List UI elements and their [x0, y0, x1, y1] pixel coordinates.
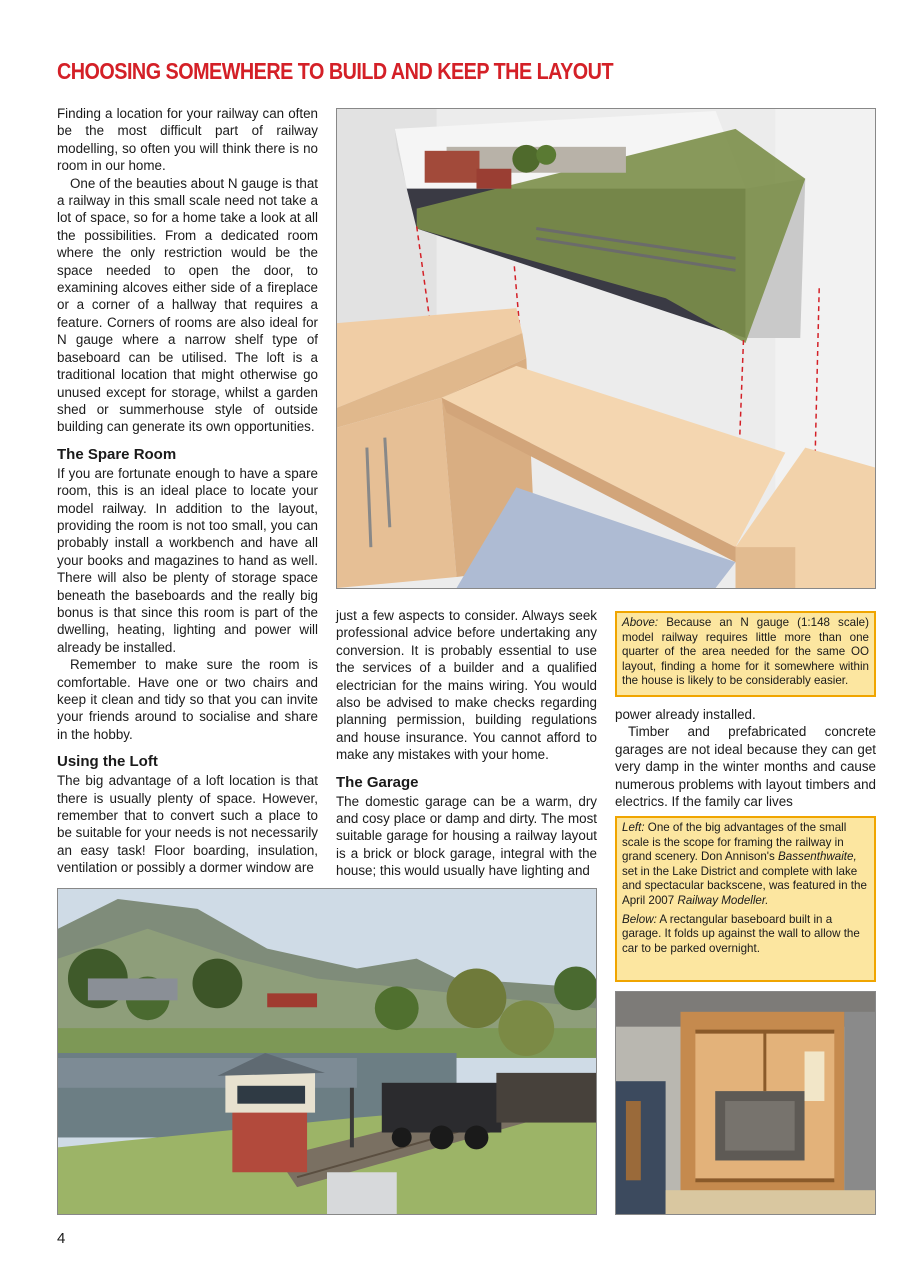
caption-below-text: A rectangular baseboard built in a garage. It folds up against the wall to allow the car to be parked overnight.	[622, 912, 860, 955]
page-number: 4	[57, 1230, 66, 1247]
caption-above	[615, 611, 876, 697]
spare-room-heading: The Spare Room	[57, 445, 177, 463]
loft-paragraph-1: The big advantage of a loft location is that there is usually plenty of space. However, remember that to convert such a place to be suitable for your needs is not necessarily an easy task! Floor boarding, insulation, ventilation or possibly a dormer window are	[57, 773, 318, 876]
caption-above-label: Above:	[622, 616, 659, 629]
intro-paragraph-1: Finding a location for your railway can often be the most difficult part of railway modelling, so often you will think there is no room in our home.	[57, 106, 318, 174]
garage-paragraph-1-continued: power already installed.	[615, 707, 756, 722]
bassenthwaite-layout-photo	[57, 888, 597, 1215]
caption-left-text-1: One of the big advantages of the small scale is the scope for framing the railway in grand scenery. Don Annison's	[622, 821, 847, 864]
loft-paragraph-1-continued: just a few aspects to consider. Always seek professional advice before undertaking any conversion. It is probably essential to use the services of a builder and a qualified electrician for the mains wiring. You would also be advised to make checks regarding planning permission, building regulations and house insurance. You cannot afford to make any mistakes with your home.	[336, 608, 597, 763]
caption-below-label: Below:	[622, 912, 657, 926]
garage-heading: The Garage	[336, 773, 419, 791]
column-3	[615, 706, 876, 810]
caption-left-label: Left:	[622, 821, 645, 834]
spare-room-paragraph-2: Remember to make sure the room is comfortable. Have one or two chairs and keep it clean and tidy so that you can invite your friends around to socialise and share in the hobby.	[57, 657, 318, 742]
caption-left-below	[615, 816, 876, 982]
garage-paragraph-1: The domestic garage can be a warm, dry and cosy place or damp and dirty. The most suitable garage for housing a railway layout is a brick or block garage, integral with the house; this would usually have lighting and	[336, 793, 597, 879]
page-title: CHOOSING SOMEWHERE TO BUILD AND KEEP THE LAYOUT	[57, 58, 614, 84]
garage-baseboard-photo	[615, 991, 876, 1215]
column-1	[57, 105, 318, 877]
spare-room-paragraph-1: If you are fortunate enough to have a spare room, this is an ideal place to locate your model railway. In addition to the layout, providing the room is not too small, you can probably install a workbench and have all your books and magazines to hand as well. There will also be plenty of storage space beneath the baseboards and the really big bonus is that since this room is part of the dwelling, heating, lighting and power will already be installed.	[57, 465, 318, 655]
caption-left-italic-2: Railway Modeller.	[677, 893, 769, 907]
caption-above-text: Because an N gauge (1:148 scale) model railway requires little more than one quarter of the area needed for the same OO layout, finding a home for it somewhere within the house is likely to be considerably easier.	[622, 616, 869, 688]
intro-paragraph-2: One of the beauties about N gauge is that a railway in this small scale need not take a lot of space, so for a home take a look at all the possibilities. From a dedicated room where the only restriction would be the space needed to open the door, to examining alcoves either side of a fireplace or a corner of a hallway that requires a feature. Corners of rooms are also ideal for N gauge where a narrow shelf type of baseboard can be utilised. The loft is a traditional location that might otherwise go unused except for storage, whilst a garden shed or summerhouse style of outside building can generate its own opportunities.	[57, 175, 318, 435]
garage-paragraph-2: Timber and prefabricated concrete garages are not ideal because they can get very damp in the winter months and cause numerous problems with layout timbers and electrics. If the family car lives	[615, 724, 876, 810]
room-layout-illustration	[336, 108, 876, 589]
loft-heading: Using the Loft	[57, 753, 158, 771]
caption-left-italic-1: Bassenthwaite,	[778, 850, 857, 864]
caption-left-text-2: set in the Lake District and complete with lake and spectacular backscene, was featured in the April 2007	[622, 864, 867, 907]
column-2	[336, 607, 597, 880]
